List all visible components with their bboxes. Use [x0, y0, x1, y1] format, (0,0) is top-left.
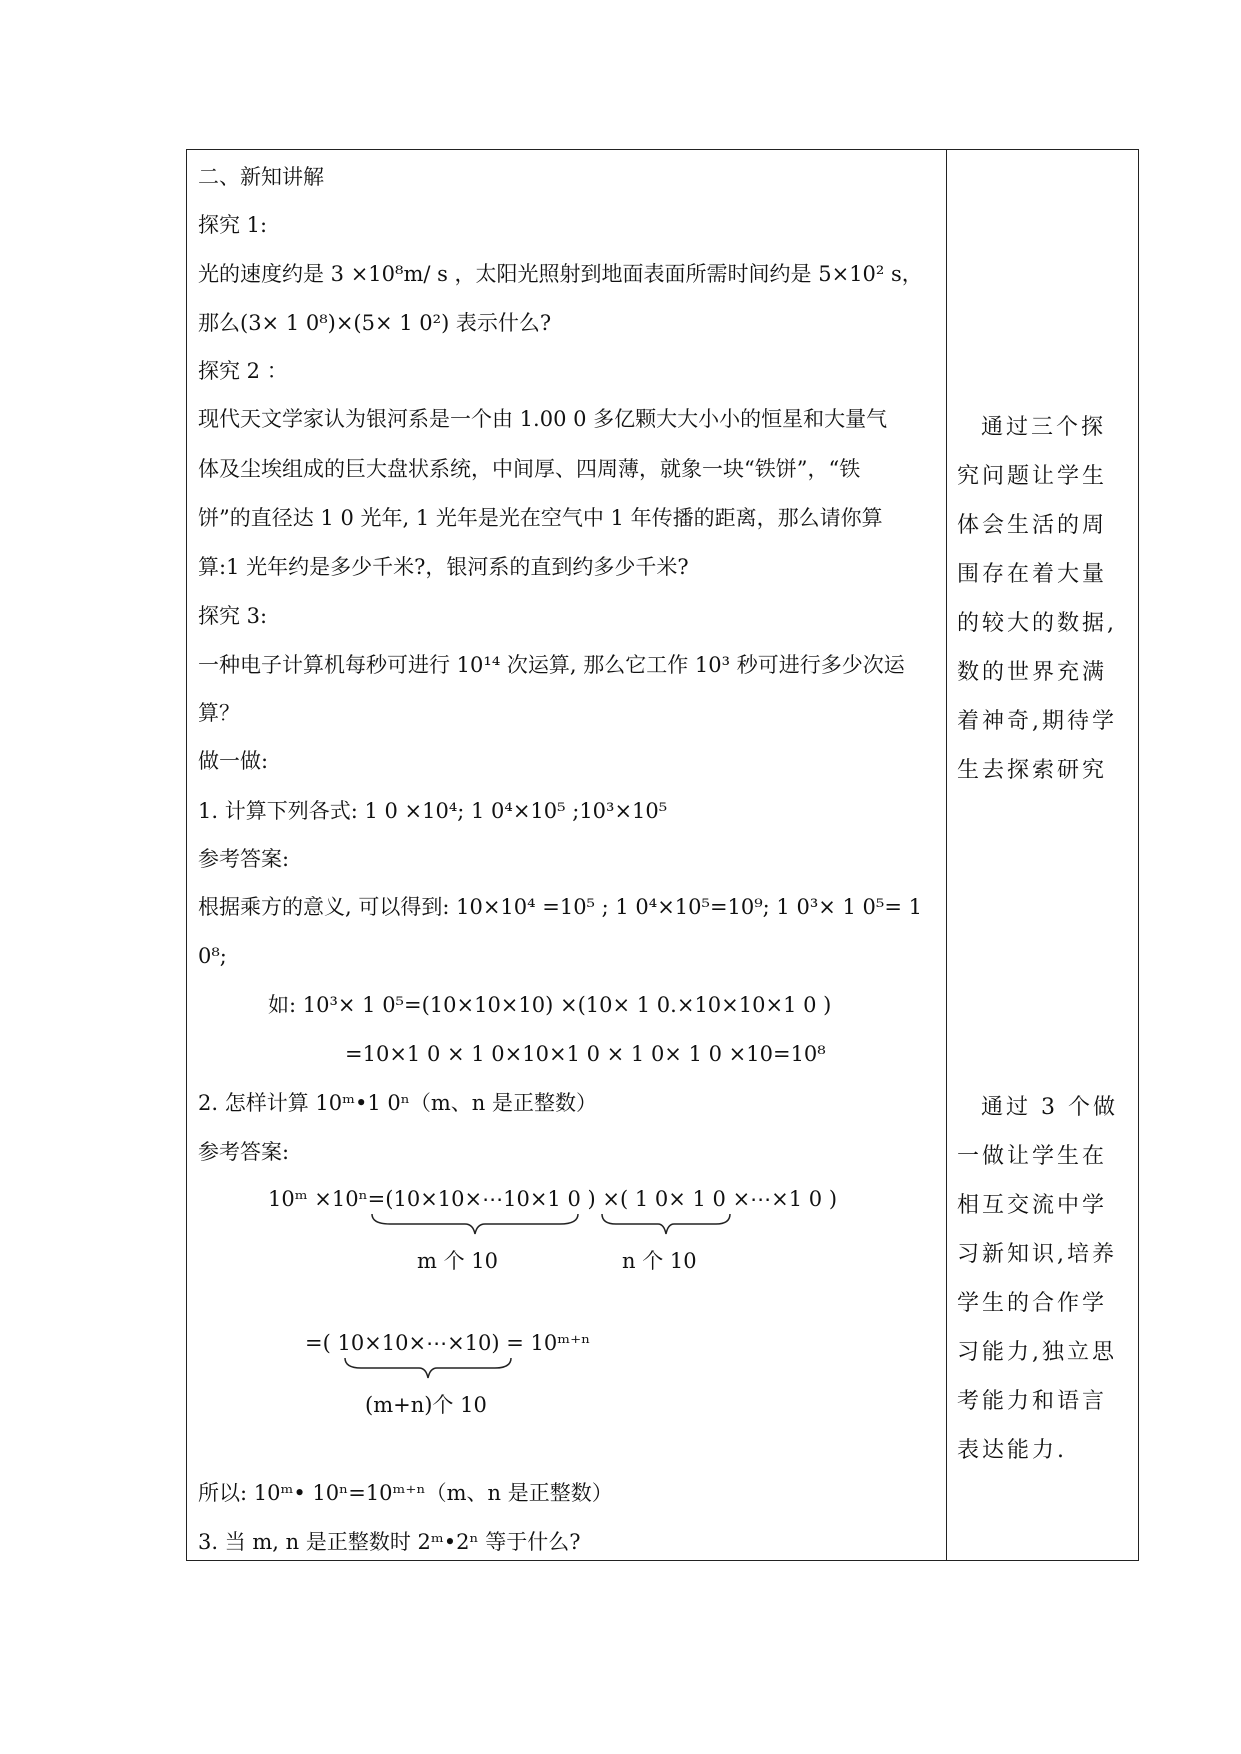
explore-3-text-line: 一种电子计算机每秒可进行 10¹⁴ 次运算, 那么它工作 10³ 秒可进行多少次运 — [198, 653, 905, 677]
derivation-line-1: 10ᵐ ×10ⁿ=(10×10×⋯10×1 0 ) ×( 1 0× 1 0 ×⋯×1 0 ) — [268, 1187, 838, 1211]
column-divider — [946, 149, 947, 1561]
exercise-2: 2. 怎样计算 10ᵐ•1 0ⁿ（m、n 是正整数） — [198, 1091, 597, 1115]
side-note-explore: 通过三个探究问题让学生体会生活的周围存在着大量的较大的数据,数的世界充满着神奇,期待学生去探索研究 — [957, 415, 1117, 783]
explore-2-text-line: 现代天文学家认为银河系是一个由 1.00 0 多亿颗大大小小的恒星和大量气 — [198, 407, 888, 431]
explore-2-text-line: 算:1 光年约是多少千米?，银河系的直到约多少千米? — [198, 555, 689, 579]
answer-1-text: 根据乘方的意义, 可以得到: 10×10⁴ =10⁵ ; 1 0⁴×10⁵=10⁹; 1 0³× 1 0⁵= 1 — [198, 895, 922, 919]
exercise-1: 1. 计算下列各式: 1 0 ×10⁴; 1 0⁴×10⁵ ;10³×10⁵ — [198, 799, 668, 823]
explore-2-text-line: 饼”的直径达 1 0 光年, 1 光年是光在空气中 1 年传播的距离，那么请你算 — [198, 506, 883, 530]
side-note-practice: 通过 3 个做一做让学生在相互交流中学习新知识,培养学生的合作学习能力,独立思考能力和语言表达能力. — [957, 1095, 1118, 1463]
brace-label-n: n 个 10 — [622, 1249, 697, 1273]
conclusion: 所以: 10ᵐ• 10ⁿ=10ᵐ⁺ⁿ（m、n 是正整数） — [198, 1481, 613, 1505]
brace-n — [600, 1212, 732, 1238]
answer-1-text: 0⁸; — [198, 944, 227, 968]
brace-label-m: m 个 10 — [417, 1249, 498, 1273]
explore-1-heading: 探究 1: — [198, 213, 268, 237]
explore-3-heading: 探究 3: — [198, 604, 268, 628]
example-line-2: =10×1 0 × 1 0×10×1 0 × 1 0× 1 0 ×10=10⁸ — [345, 1042, 826, 1066]
answer-heading: 参考答案: — [198, 1140, 290, 1164]
explore-3-text-line: 算？ — [198, 701, 240, 725]
explore-1-question: 那么(3× 1 0⁸)×(5× 1 0²) 表示什么? — [198, 311, 552, 335]
answer-heading: 参考答案: — [198, 847, 290, 871]
section-title: 二、新知讲解 — [198, 165, 324, 189]
explore-2-heading: 探究 2 ： — [198, 359, 288, 383]
brace-m-plus-n — [343, 1356, 513, 1382]
brace-m — [370, 1212, 580, 1238]
example-line-1: 如: 10³× 1 0⁵=(10×10×10) ×(10× 1 0.×10×10×1 0 ) — [268, 993, 832, 1017]
explore-2-text-line: 体及尘埃组成的巨大盘状系统，中间厚、四周薄，就象一块“铁饼”，“铁 — [198, 457, 861, 481]
exercise-3: 3. 当 m, n 是正整数时 2ᵐ•2ⁿ 等于什么? — [198, 1530, 581, 1554]
derivation-line-2: =( 10×10×⋯×10) = 10ᵐ⁺ⁿ — [305, 1331, 591, 1355]
brace-label-m-plus-n: (m+n)个 10 — [365, 1393, 487, 1417]
practice-heading: 做一做: — [198, 749, 269, 773]
explore-1-text: 光的速度约是 3 ×10⁸m/ s ，太阳光照射到地面表面所需时间约是 5×10² s， — [198, 262, 923, 286]
